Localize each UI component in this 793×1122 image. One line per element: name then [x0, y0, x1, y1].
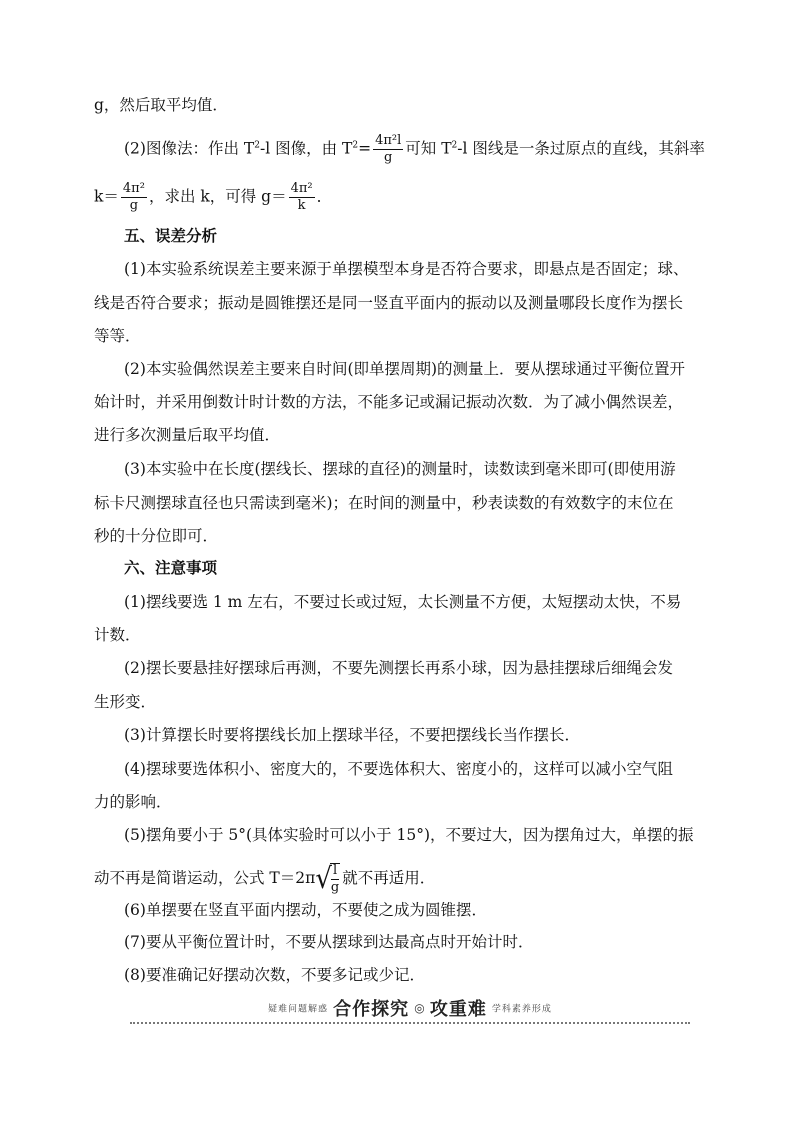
text: 动不再是简谐运动，公式 T＝2π — [94, 869, 316, 887]
fraction-denominator: g — [330, 880, 340, 895]
section-heading-error-analysis: 五、误差分析 — [124, 226, 218, 245]
fraction-denominator: k — [297, 198, 306, 213]
fraction-numerator: l — [331, 864, 339, 880]
text: g，然后取平均值． — [94, 96, 228, 114]
text-line-graph-method: (2)图像法：作出 $T^2-l$ 图像，由 $T^2=$ $\frac{\text{4π²l}}{g}$ 可知 $T^2-l$ 图线是一条过原点的直线，其斜率 — [124, 133, 705, 165]
banner-text — [130, 995, 690, 1021]
text: k＝ — [94, 187, 119, 206]
banner-divider — [130, 1022, 690, 1024]
text: -l 图像，由 T — [259, 139, 353, 158]
text: 就不再适用． — [342, 869, 436, 887]
text-line: 始计时，并采用倒数计时计数的方法，不能多记或漏记振动次数．为了减小偶然误差， — [94, 393, 684, 411]
text: ，求出 k，可得 g＝ — [148, 187, 287, 206]
text-line: 线是否符合要求；振动是圆锥摆还是同一竖直平面内的振动以及测量哪段长度作为摆长 — [94, 294, 684, 312]
text-line: 标卡尺测摆球直径也只需读到毫米)；在时间的测量中，秒表读数的有效数字的末位在 — [94, 494, 674, 512]
banner-separator-icon: ◎ — [414, 1001, 425, 1015]
banner-left-caption: 疑难问题解惑 — [268, 1004, 329, 1015]
text-line: (7)要从平衡位置计时，不要从摆球到达最高点时开始计时． — [124, 933, 534, 951]
text: = — [358, 139, 372, 158]
text: -l 图线是一条过原点的直线，其斜率 — [457, 139, 705, 158]
text-line-slope — [94, 182, 332, 213]
text-line: (1)摆线要选 1 m 左右，不要过长或过短，太长测量不方便，太短摆动太快，不易 — [124, 593, 682, 611]
fraction-numerator: 4π² — [122, 181, 145, 196]
text-line: 力的影响． — [94, 793, 172, 811]
text-line: (8)要准确记好摆动次数，不要多记或少记． — [124, 966, 425, 984]
text-line: (1)本实验系统误差主要来源于单摆模型本身是否符合要求，即悬点是否固定；球、 — [124, 260, 689, 278]
text-line: 进行多次测量后取平均值． — [94, 426, 281, 444]
text-line: (2)摆长要悬挂好摆球后再测，不要先测摆长再系小球，因为悬挂摆球后细绳会发 — [124, 659, 673, 677]
text-line: 等等． — [94, 327, 141, 345]
text-line — [94, 94, 228, 116]
text-line: (4)摆球要选体积小、密度大的，不要选体积大、密度小的，这样可以减小空气阻 — [124, 760, 673, 778]
fraction-numerator: 4π² — [290, 181, 313, 196]
section-heading-precautions: 六、注意事项 — [124, 558, 218, 577]
text-line: (3)计算摆长时要将摆线长加上摆球半径，不要把摆线长当作摆长． — [124, 726, 580, 744]
fraction — [121, 182, 147, 213]
text: ． — [316, 187, 333, 206]
fraction-numerator: 4π²l — [375, 133, 402, 148]
text-line: (2)本实验偶然误差主要来自时间(即单摆周期)的测量上．要从摆球通过平衡位置开 — [124, 360, 686, 378]
fraction — [373, 134, 403, 165]
banner-title-cooperative: 合作探究 — [333, 999, 410, 1020]
fraction-denominator: g — [129, 198, 139, 213]
text-line: 生形变． — [94, 693, 157, 711]
text-line: (6)单摆要在竖直平面内摆动，不要使之成为圆锥摆． — [124, 901, 487, 919]
text: (2)图像法：作出 T — [124, 139, 255, 158]
square-root: √ $\frac{l}{g}$ — [315, 862, 340, 896]
section-banner — [130, 995, 690, 1027]
banner-right-caption: 学科素养形成 — [491, 1004, 552, 1015]
text-line: (3)本实验中在长度(摆线长、摆球的直径)的测量时，读数读到毫米即可(即使用游 — [124, 460, 676, 478]
text-line-formula — [94, 863, 435, 895]
fraction — [289, 182, 315, 213]
text-line: (5)摆角要小于 5°(具体实验时可以小于 15°)，不要过大，因为摆角过大，单摆的振 — [124, 826, 694, 844]
text-line: 秒的十分位即可． — [94, 527, 219, 545]
text-line: 计数． — [94, 626, 141, 644]
fraction-denominator: g — [384, 150, 393, 165]
text: 可知 T — [405, 139, 452, 158]
banner-title-key-points: 攻重难 — [429, 999, 487, 1020]
